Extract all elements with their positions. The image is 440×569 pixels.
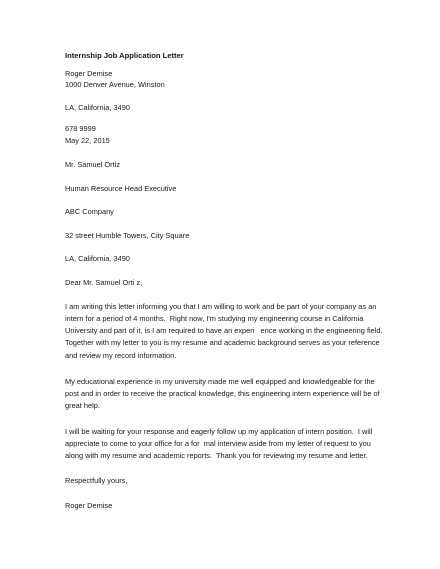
recipient-company: ABC Company: [65, 207, 114, 216]
paragraph-1-line-3: University and part of it, is I am required to have an experi ence working in the engineering field.: [65, 326, 383, 335]
paragraph-2-line-1: My educational experience in my university made me well equipped and knowledgeable for the: [65, 377, 375, 386]
recipient-address-line-1: 32 street Humble Towers, City Square: [65, 231, 190, 240]
sender-name: Roger Demise: [65, 69, 113, 78]
recipient-address-line-2: LA, California, 3490: [65, 254, 130, 263]
sender-address-line-2: LA, California, 3490: [65, 103, 130, 112]
sender-address-line-1: 1000 Denver Avenue, Winston: [65, 80, 165, 89]
signature-name: Roger Demise: [65, 501, 113, 510]
paragraph-1-line-2: intern for a period of 4 months. Right now, I'm studying my engineering course in California: [65, 314, 364, 323]
paragraph-2-line-3: great help.: [65, 401, 100, 410]
recipient-name: Mr. Samuel Ortiz: [65, 160, 121, 169]
letter-title: Internship Job Application Letter: [65, 51, 184, 60]
letter-date: May 22, 2015: [65, 136, 110, 145]
paragraph-3-line-2: appreciate to come to your office for a for mal interview aside from my letter of request to you: [65, 439, 371, 448]
paragraph-1-line-4: Together with my letter to you is my resume and academic background serves as your reference: [65, 338, 380, 347]
paragraph-2-line-2: post and in order to receive the practical knowledge, this engineering intern experience will be of: [65, 389, 380, 398]
salutation: Dear Mr. Samuel Orti z,: [65, 278, 143, 287]
paragraph-3-line-1: I will be waiting for your response and eagerly follow up my application of intern position. I will: [65, 427, 373, 436]
sender-phone: 678 9999: [65, 124, 96, 133]
paragraph-3-line-3: along with my resume and academic reports. Thank you for reviewing my resume and letter.: [65, 451, 368, 460]
paragraph-1-line-5: and review my record information.: [65, 351, 177, 360]
paragraph-1-line-1: I am writing this letter informing you that I am willing to work and be part of your company as an: [65, 302, 377, 311]
closing: Respectfully yours,: [65, 476, 128, 485]
recipient-title: Human Resource Head Executive: [65, 184, 177, 193]
